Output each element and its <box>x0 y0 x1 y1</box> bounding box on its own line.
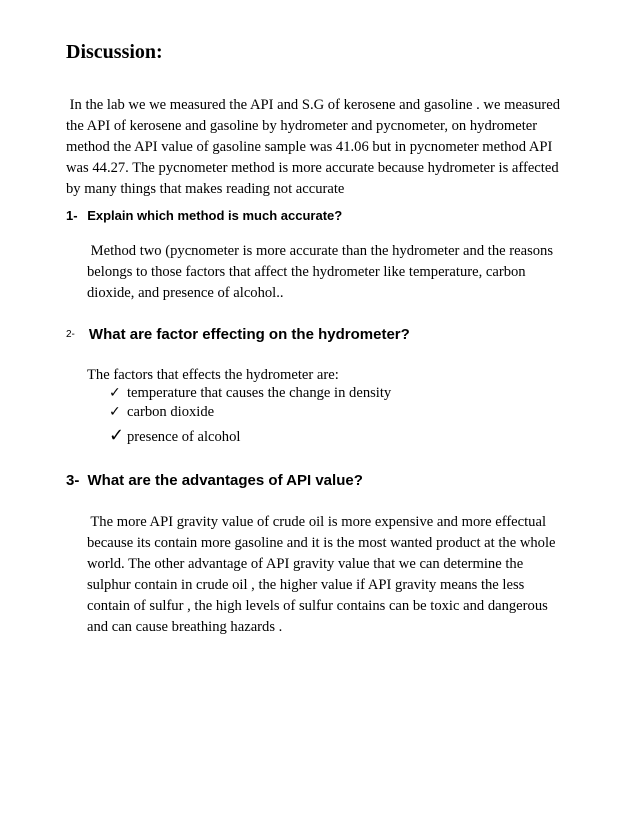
check-icon: ✓ <box>109 385 121 401</box>
checklist-item <box>109 426 240 447</box>
question-1 <box>66 208 342 223</box>
checklist-item-text: temperature that causes the change in density <box>127 385 392 401</box>
checklist-item-text: presence of alcohol <box>127 429 241 445</box>
check-icon: ✓ <box>109 404 121 420</box>
page-title: Discussion: <box>66 41 163 63</box>
question-3-text: What are the advantages of API value? <box>87 472 363 489</box>
checklist-item <box>109 383 391 403</box>
question-2 <box>66 326 410 343</box>
question-3-number: 3- <box>66 472 80 489</box>
question-1-text: Explain which method is much accurate? <box>87 208 343 223</box>
intro-paragraph <box>66 95 560 200</box>
intro-line: by many things that makes reading not accurate <box>66 181 345 197</box>
answer-3-line: because its contain more gasoline and it is the most wanted product at the whole <box>87 535 556 551</box>
check-icon: ✓ <box>109 425 125 446</box>
answer-3 <box>87 512 556 638</box>
intro-line: was 44.27. The pycnometer method is more accurate because hydrometer is affected <box>66 160 559 176</box>
question-3 <box>66 472 363 489</box>
answer-1-line: Method two (pycnometer is more accurate than the hydrometer and the reasons <box>87 243 554 259</box>
answer-1-line: belongs to those factors that affect the hydrometer like temperature, carbon <box>87 264 526 280</box>
answer-3-line: contain of sulfur , the high levels of sulfur contains can be toxic and dangerous <box>87 598 548 614</box>
intro-line: method the API value of gasoline sample was 41.06 but in pycnometer method API <box>66 139 553 155</box>
checklist-item-text: carbon dioxide <box>127 404 215 420</box>
answer-1-line: dioxide, and presence of alcohol.. <box>87 285 284 301</box>
answer-3-line: world. The other advantage of API gravity value that we can determine the <box>87 556 524 572</box>
intro-line: the API of kerosene and gasoline by hydrometer and pycnometer, on hydrometer <box>66 118 538 134</box>
intro-line: In the lab we we measured the API and S.G of kerosene and gasoline . we measured <box>66 97 561 113</box>
checklist-item <box>109 402 214 422</box>
question-2-number: 2- <box>66 329 75 340</box>
answer-1 <box>87 241 553 304</box>
answer-3-line: and can cause breathing hazards . <box>87 619 283 635</box>
answer-3-line: The more API gravity value of crude oil is more expensive and more effectual <box>87 514 547 530</box>
question-1-number: 1- <box>66 208 78 223</box>
answer-2-intro: The factors that effects the hydrometer are: <box>87 367 339 383</box>
question-2-text: What are factor effecting on the hydrometer? <box>88 326 410 343</box>
answer-3-line: sulphur contain in crude oil , the higher value if API gravity means the less <box>87 577 525 593</box>
